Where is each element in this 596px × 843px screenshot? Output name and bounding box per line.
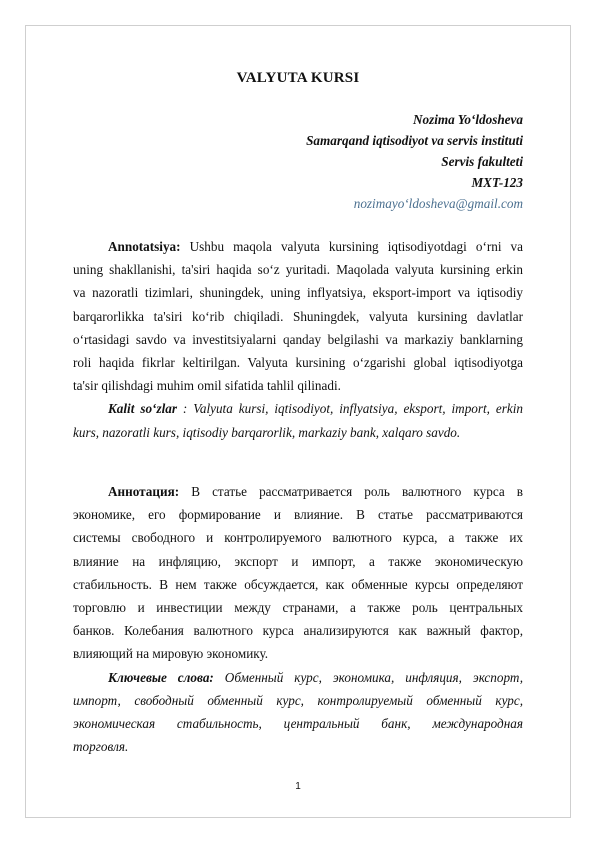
uz-abstract-label: Annotatsiya:: [108, 239, 181, 254]
ru-abstract-line: экономике, его формирование и влияние. В статье рассматриваются: [73, 507, 523, 523]
ru-keywords-line: Ключевые слова: Обменный курс, экономика, инфляция, экспорт,: [108, 669, 524, 685]
uz-abstract-line: roli haqida fikrlar keltirilgan. Valyuta kursining o‘zgarishi global iqtisodiyotga: [73, 354, 523, 370]
ru-keywords-label: Ключевые слова:: [108, 669, 214, 685]
ru-abstract-line: банков. Колебания валютного курса анализируются как важный фактор,: [73, 623, 523, 639]
page-number: 1: [295, 781, 301, 792]
ru-abstract-line: Аннотация: В статье рассматривается роль валютного курса в: [108, 484, 524, 499]
uz-abstract-line: o‘rtasidagi savdo va investitsiyalarni qanday belgilashi va markaziy banklarning: [73, 331, 523, 347]
ru-abstract-line: системы свободного и контролируемого валютного курса, а также их: [73, 530, 523, 546]
ru-abstract-line: торговлю и инвестиции между странами, а также роль центральных: [73, 599, 523, 615]
author-institution: Samarqand iqtisodiyot va servis instituti: [306, 133, 523, 148]
uz-abstract-line: ta'sir qilishdagi muhim omil sifatida tahlil qilinadi.: [73, 378, 341, 394]
uz-keywords-line: Kalit so‘zlar : Valyuta kursi, iqtisodiyot, inflyatsiya, eksport, import, erkin: [108, 401, 524, 417]
ru-abstract-line: влияние на инфляцию, экспорт и импорт, а также экономическую: [73, 553, 523, 569]
uz-abstract-line: Annotatsiya: Ushbu maqola valyuta kursining iqtisodiyotdagi o‘rni va: [108, 239, 523, 254]
author-faculty: Servis fakulteti: [441, 154, 523, 169]
uz-abstract-line: barqarorlikka ta'siri ko‘rib chiqiladi. Shuningdek, valyuta kursining davlatlar: [73, 308, 523, 324]
uz-keywords-label: Kalit so‘zlar: [108, 401, 177, 417]
author-group: MXT-123: [471, 175, 523, 190]
ru-abstract-label: Аннотация:: [108, 484, 180, 499]
article-title: VALYUTA KURSI: [236, 70, 360, 86]
uz-abstract-line: uning shakllanishi, ta'siri haqida so‘z yuritadi. Maqolada valyuta kursining erkin: [73, 262, 523, 278]
ru-abstract: [73, 480, 523, 758]
ru-abstract-line: стабильность. В нем также обсуждается, как обменные курсы определяют: [73, 576, 523, 592]
author-email[interactable]: nozimayo‘ldosheva@gmail.com: [353, 196, 523, 211]
uz-abstract-line: va nazoratli tizimlari, shuningdek, uning inflyatsiya, eksport-import va iqtisodiy: [73, 285, 523, 301]
ru-keywords-line: торговля.: [73, 739, 129, 755]
ru-keywords-line: импорт, свободный обменный курс, контролируемый обменный курс,: [73, 692, 523, 708]
author-name: Nozima Yo‘ldosheva: [412, 112, 523, 127]
uz-keywords-line: kurs, nazoratli kurs, iqtisodiy barqarorlik, markaziy bank, xalqaro savdo.: [73, 424, 461, 440]
ru-keywords-line: экономическая стабильность, центральный банк, международная: [73, 715, 523, 731]
ru-abstract-line: влияющий на мировую экономику.: [73, 646, 269, 662]
uz-abstract: [73, 235, 523, 444]
